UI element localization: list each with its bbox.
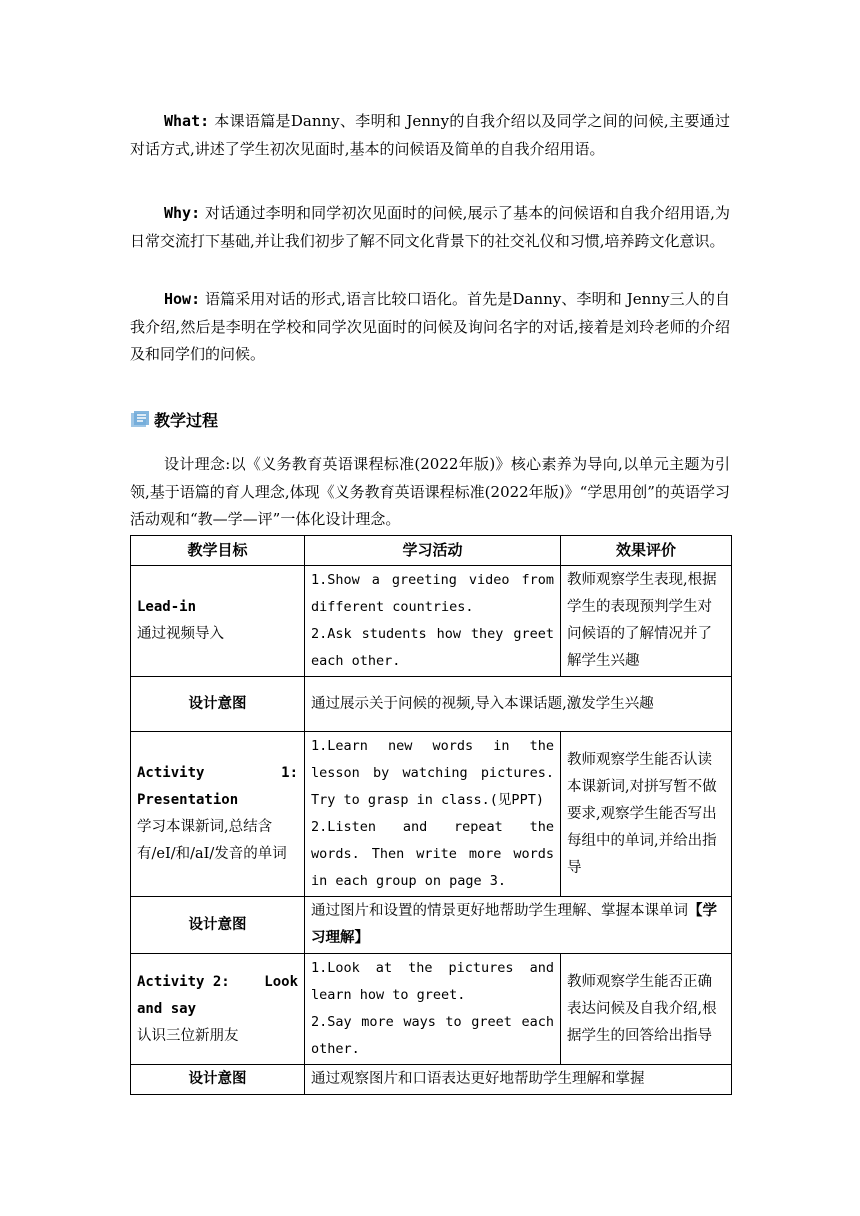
goal-desc: 通过视频导入 — [137, 626, 224, 642]
what-text: 本课语篇是Danny、李明和 Jenny的自我介绍以及同学之间的问候,主要通过对话方式,讲述了学生初次见面时,基本的问候语及简单的自我介绍用语。 — [130, 112, 730, 158]
activity-item: 1.Show a greeting video from different countries. — [311, 572, 554, 615]
lesson-plan-table — [130, 535, 732, 1095]
header-activity: 学习活动 — [305, 536, 561, 566]
goal-title-right: 1: — [281, 765, 298, 781]
goal-title-line — [137, 969, 298, 996]
design-text — [305, 677, 732, 732]
goal-cell — [131, 732, 305, 897]
why-label: Why: — [164, 204, 201, 222]
activity-cell — [305, 732, 561, 897]
table-header-row — [131, 536, 732, 566]
goal-title-right: Look — [264, 973, 298, 990]
table-row — [131, 566, 732, 677]
table-row — [131, 897, 732, 954]
evaluation-cell: 教师观察学生表现,根据学生的表现预判学生对问候语的了解情况并了解学生兴趣 — [561, 566, 732, 677]
table-row — [131, 954, 732, 1065]
activity-item: 2.Ask students how they greet each other. — [311, 626, 554, 669]
activity-item: 1.Learn new words in the lesson by watching pictures. Try to grasp in class.(见PPT) — [311, 738, 554, 808]
table-row — [131, 732, 732, 897]
table-row — [131, 677, 732, 732]
evaluation-cell: 教师观察学生能否认读本课新词,对拼写暂不做要求,观察学生能否写出每组中的单词,并给出指导 — [561, 732, 732, 897]
design-text — [305, 897, 732, 954]
design-tag: 【学习理解】 — [311, 903, 717, 946]
goal-desc: 学习本课新词,总结含有/eI/和/aI/发音的单词 — [137, 819, 287, 862]
goal-title-2: Presentation — [137, 792, 239, 808]
how-label: How: — [164, 290, 201, 308]
bookmark-icon — [130, 410, 150, 430]
goal-title-left: Activity 2: — [137, 973, 230, 990]
activity-item: 1.Look at the pictures and learn how to greet. — [311, 960, 554, 1003]
goal-desc: 认识三位新朋友 — [137, 1027, 239, 1044]
activity-cell — [305, 954, 561, 1065]
goal-title-left: Activity — [137, 765, 205, 781]
goal-title: Lead-in — [137, 599, 197, 615]
goal-title-2: and say — [137, 1000, 197, 1017]
design-label: 设计意图 — [131, 677, 305, 732]
header-evaluation: 效果评价 — [561, 536, 732, 566]
design-text-main: 通过图片和设置的情景更好地帮助学生理解、掌握本课单词 — [311, 903, 688, 919]
what-label: What: — [164, 112, 210, 130]
goal-cell — [131, 954, 305, 1065]
why-text: 对话通过李明和同学初次见面时的问候,展示了基本的问候语和自我介绍用语,为日常交流打下基础,并让我们初步了解不同文化背景下的社交礼仪和习惯,培养跨文化意识。 — [130, 204, 730, 250]
section-heading — [130, 408, 218, 431]
section-title: 教学过程 — [154, 411, 219, 430]
design-text-main: 通过观察图片和口语表达更好地帮助学生理解和掌握 — [311, 1071, 645, 1087]
evaluation-cell: 教师观察学生能否正确表达问候及自我介绍,根据学生的回答给出指导 — [561, 954, 732, 1065]
activity-item: 2.Listen and repeat the words. Then write more words in each group on page 3. — [311, 819, 554, 889]
how-paragraph — [130, 286, 730, 369]
table-row — [131, 1065, 732, 1095]
why-paragraph — [130, 200, 730, 255]
what-paragraph — [130, 108, 730, 163]
activity-cell — [305, 566, 561, 677]
goal-cell — [131, 566, 305, 677]
design-label: 设计意图 — [131, 897, 305, 954]
header-goal: 教学目标 — [131, 536, 305, 566]
design-text-main: 通过展示关于问候的视频,导入本课话题,激发学生兴趣 — [311, 695, 654, 712]
goal-title-line — [137, 760, 298, 787]
design-concept: 设计理念:以《义务教育英语课程标准(2022年版)》核心素养为导向,以单元主题为引领,基于语篇的育人理念,体现《义务教育英语课程标准(2022年版)》“学思用创”的英语学习活动观和“教—学—评”一体化设计理念。 — [130, 455, 730, 528]
activity-item: 2.Say more ways to greet each other. — [311, 1014, 554, 1057]
design-text — [305, 1065, 732, 1095]
design-label: 设计意图 — [131, 1065, 305, 1095]
how-text: 语篇采用对话的形式,语言比较口语化。首先是Danny、李明和 Jenny三人的自我介绍,然后是李明在学校和同学次见面时的问候及询问名字的对话,接着是刘玲老师的介绍及和同学们的问候。 — [130, 290, 730, 363]
